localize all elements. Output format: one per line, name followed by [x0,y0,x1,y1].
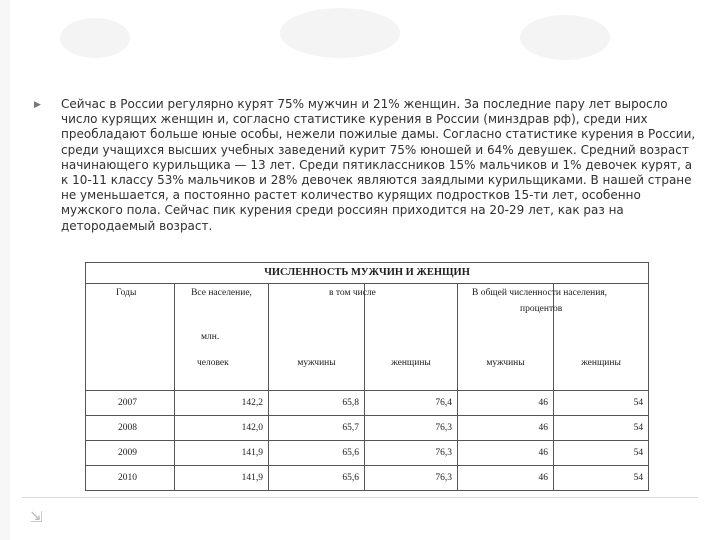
table-cell: 46 [458,441,554,466]
table-cell: 141,9 [175,466,269,491]
background-decoration [520,15,610,60]
footer-divider [22,497,698,498]
table-header-row [86,284,649,391]
table-row [86,391,649,416]
table-cell: 46 [458,416,554,441]
table-cell: 142,2 [175,391,269,416]
header-population: Все население, млн. человек [175,284,269,391]
table-body [86,391,649,491]
body-paragraph: Сейчас в России регулярно курят 75% мужчин и 21% женщин. За последние пару лет выросло число курящих женщин и, согласно статистике курения в России (минздрав рф), среди них преобладают больше юные особы, нежели пожилые дамы. Согласно статистике курения в России, среди учащихся высших учебных заведений курит 75% юношей и 64% девушек. Средний возраст начинающего курильщика — 13 лет. Среди пятиклассников 15% мальчиков и 1% девочек курят, а к 10-11 классу 53% мальчиков и 28% девочек являются заядлыми курильщиками. В нашей стране не уменьшается, а постоянно растет количество курящих подростков 15-ти лет, особенно мужского пола. Сейчас пик курения среди россиян приходится на 20-29 лет, как раз на детородаемый возраст. [61,97,696,233]
table-cell: 2007 [86,391,175,416]
table-cell: 46 [458,391,554,416]
table-cell: 54 [554,466,649,491]
bullet-arrow-icon: ▶ [34,100,41,110]
table-cell: 142,0 [175,416,269,441]
table-cell: 65,7 [269,416,365,441]
table-title-row [86,263,649,284]
table-row [86,416,649,441]
header-men-pct: В общей численности населения, процентов мужчины [458,284,554,391]
table-row [86,441,649,466]
left-edge-strip [0,0,10,540]
table-cell: 54 [554,441,649,466]
table-cell: 76,3 [365,416,458,441]
table-cell: 2010 [86,466,175,491]
table-cell: 2009 [86,441,175,466]
background-decoration [60,18,130,58]
table-cell: 65,8 [269,391,365,416]
background-decoration [280,8,400,58]
header-years: Годы [86,284,175,391]
table-cell: 54 [554,391,649,416]
table-cell: 2008 [86,416,175,441]
header-women-pct: женщины [554,284,649,391]
table-cell: 141,9 [175,441,269,466]
population-table [85,262,649,491]
table-cell: 65,6 [269,441,365,466]
corner-arrow-icon: ⇲ [30,508,43,526]
header-men-abs: в том числе мужчины [269,284,365,391]
table-cell: 76,4 [365,391,458,416]
table-cell: 65,6 [269,466,365,491]
table-cell: 76,3 [365,466,458,491]
table-cell: 54 [554,416,649,441]
header-women-abs: женщины [365,284,458,391]
table-row [86,466,649,491]
table-cell: 76,3 [365,441,458,466]
table-cell: 46 [458,466,554,491]
table-title: ЧИСЛЕННОСТЬ МУЖЧИН И ЖЕНЩИН [86,263,649,284]
